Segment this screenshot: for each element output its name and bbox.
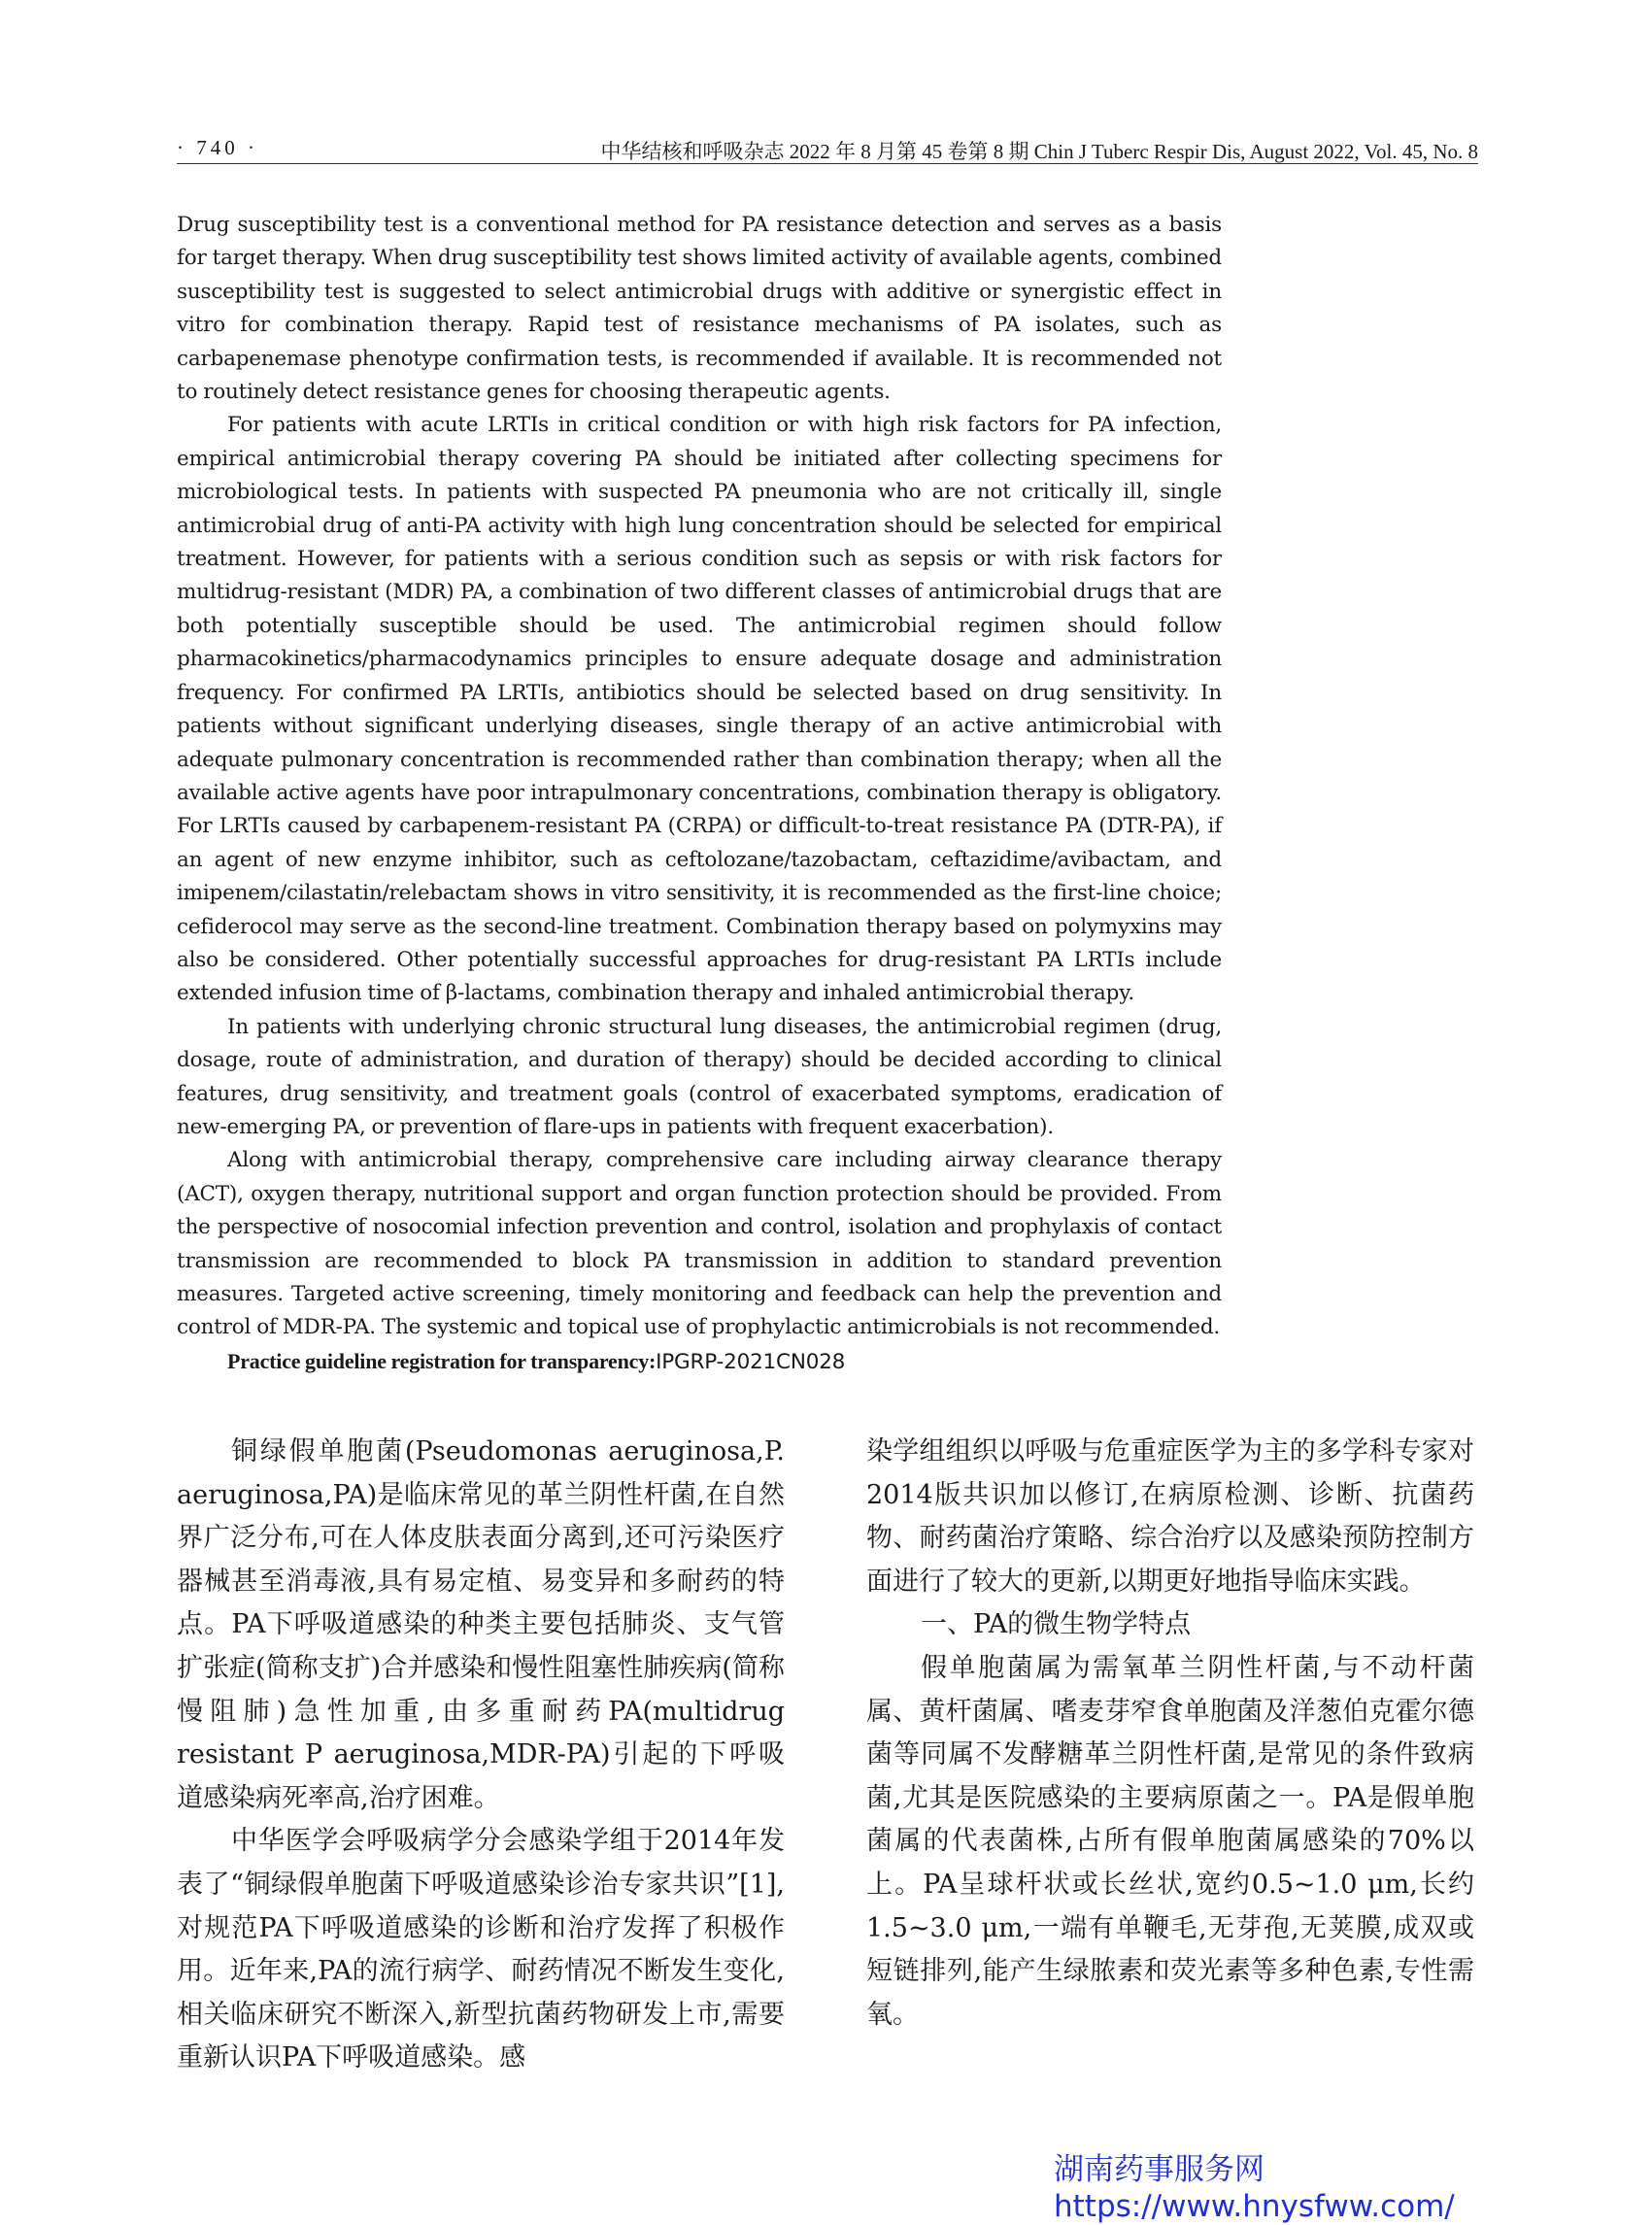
body-column-left	[177, 1431, 785, 2080]
abstract-paragraph-1: Drug susceptibility test is a conventional method for PA resistance detection and serves as a basis for target therapy. When drug susceptibility test shows limited activity of available agents, combined susceptibility test is suggested to select antimicrobial drugs with additive or synergistic effect in vitro for combination therapy. Rapid test of resistance mechanisms of PA isolates, such as carbapenemase phenotype confirmation tests, is recommended if available. It is recommended not to routinely detect resistance genes for choosing therapeutic agents.	[177, 213, 1222, 405]
running-header	[177, 130, 1478, 164]
journal-citation: 中华结核和呼吸杂志 2022 年 8 月第 45 卷第 8 期 Chin J Tuberc Respir Dis, August 2022, Vol. 45, No. 8	[600, 140, 1478, 163]
body-paragraph-microbiology: 假单胞菌属为需氧革兰阴性杆菌,与不动杆菌属、黄杆菌属、嗜麦芽窄食单胞菌及洋葱伯克霍尔德菌等同属不发酵糖革兰阴性杆菌,是常见的条件致病菌,尤其是医院感染的主要病原菌之一。PA是假单胞菌属的代表菌株,占所有假单胞菌属感染的70%以上。PA呈球杆状或长丝状,宽约0.5~1.0 μm,长约1.5~3.0 μm,一端有单鞭毛,无芽孢,无荚膜,成双或短链排列,能产生绿脓素和荧光素等多种色素,专性需氧。	[866, 1652, 1474, 2030]
watermark-site-name: 湖南药事服务网	[1054, 2152, 1264, 2187]
english-abstract	[177, 209, 1222, 1379]
guideline-registration	[177, 1345, 1222, 1379]
abstract-paragraph-2: For patients with acute LRTIs in critical condition or with high risk factors for PA infection, empirical antimicrobial therapy covering PA should be initiated after collecting specimens for microbiological tests. In patients with suspected PA pneumonia who are not critically ill, single antimicrobial drug of anti-PA activity with high lung concentration should be selected for empirical treatment. However, for patients with a serious condition such as sepsis or with risk factors for multidrug-resistant (MDR) PA, a combination of two different classes of antimicrobial drugs that are both potentially susceptible should be used. The antimicrobial regimen should follow pharmacokinetics/pharmacodynamics principles to ensure adequate dosage and administration frequency. For confirmed PA LRTIs, antibiotics should be selected based on drug sensitivity. In patients without significant underlying diseases, single therapy of an active antimicrobial with adequate pulmonary concentration is recommended rather than combination therapy; when all the available active agents have poor intrapulmonary concentrations, combination therapy is obligatory. For LRTIs caused by carbapenem-resistant PA (CRPA) or difficult-to-treat resistance PA (DTR-PA), if an agent of new enzyme inhibitor, such as ceftolozane/tazobactam, ceftazidime/avibactam, and imipenem/cilastatin/relebactam shows in vitro sensitivity, it is recommended as the first-line choice; cefiderocol may serve as the second-line treatment. Combination therapy based on polymyxins may also be considered. Other potentially successful approaches for drug-resistant PA LRTIs include extended infusion time of β-lactams, combination therapy and inhaled antimicrobial therapy.	[177, 413, 1222, 1006]
abstract-paragraph-3: In patients with underlying chronic structural lung diseases, the antimicrobial regimen (drug, dosage, route of administration, and duration of therapy) should be decided according to clinical features, drug sensitivity, and treatment goals (control of exacerbated symptoms, eradication of new-emerging PA, or prevention of flare-ups in patients with frequent exacerbation).	[177, 1014, 1222, 1139]
body-paragraph-intro: 铜绿假单胞菌(Pseudomonas aeruginosa,P. aeruginosa,PA)是临床常见的革兰阴性杆菌,在自然界广泛分布,可在人体皮肤表面分离到,还可污染医疗器械甚至消毒液,具有易定植、易变异和多耐药的特点。PA下呼吸道感染的种类主要包括肺炎、支气管扩张症(简称支扩)合并感染和慢性阻塞性肺疾病(简称慢阻肺)急性加重,由多重耐药PA(multidrug resistant P aeruginosa,MDR-PA)引起的下呼吸道感染病死率高,治疗困难。	[177, 1436, 785, 1813]
body-paragraph-continuation: 染学组组织以呼吸与危重症医学为主的多学科专家对2014版共识加以修订,在病原检测、诊断、抗菌药物、耐药菌治疗策略、综合治疗以及感染预防控制方面进行了较大的更新,以期更好地指导临床实践。	[866, 1436, 1474, 1597]
abstract-paragraph-4: Along with antimicrobial therapy, comprehensive care including airway clearance therapy (ACT), oxygen therapy, nutritional support and organ function protection should be provided. From the perspective of nosocomial infection prevention and control, isolation and prophylaxis of contact transmission are recommended to block PA transmission in addition to standard prevention measures. Targeted active screening, timely monitoring and feedback can help the prevention and control of MDR-PA. The systemic and topical use of prophylactic antimicrobials is not recommended.	[177, 1148, 1222, 1340]
body-column-right	[866, 1431, 1474, 2037]
registration-id: IPGRP-2021CN028	[656, 1349, 846, 1374]
section-heading: 一、PA的微生物学特点	[921, 1609, 1192, 1640]
registration-label: Practice guideline registration for transparency:	[227, 1348, 657, 1373]
watermark-url: https://www.hnysfww.com/	[1054, 2189, 1455, 2224]
body-paragraph-background: 中华医学会呼吸病学分会感染学组于2014年发表了“铜绿假单胞菌下呼吸道感染诊治专家共识”[1],对规范PA下呼吸道感染的诊断和治疗发挥了积极作用。近年来,PA的流行病学、耐药情况不断发生变化,相关临床研究不断深入,新型抗菌药物研发上市,需要重新认识PA下呼吸道感染。感	[177, 1826, 785, 2073]
site-watermark	[1054, 2151, 1455, 2225]
page-number: · 740 ·	[177, 136, 258, 159]
